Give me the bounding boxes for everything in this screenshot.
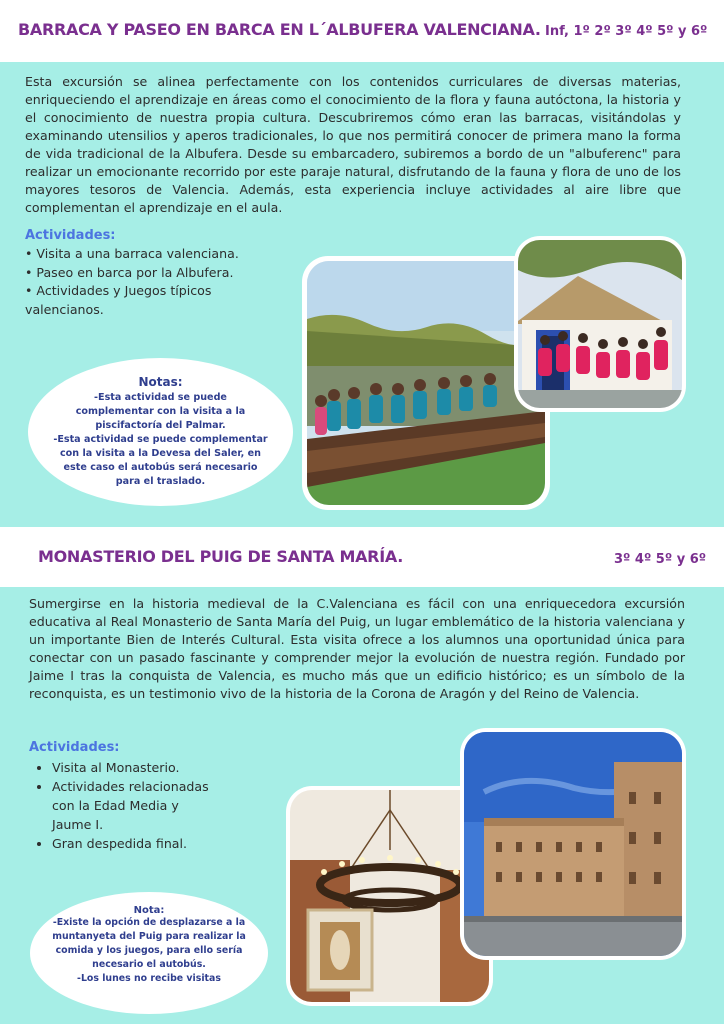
section2-activities-title: Actividades: bbox=[29, 740, 120, 755]
section1-note: -Esta actividad se puede complementar con la visita a la piscifactoría del Palmar. bbox=[75, 392, 246, 431]
section1-notes-title: Notas: bbox=[138, 375, 183, 389]
barraca-group-photo bbox=[514, 236, 686, 412]
section2-grades: 3º 4º 5º y 6º bbox=[614, 552, 707, 567]
list-item: • Actividades relacionadas con la Edad Media y Jaume I. bbox=[52, 777, 222, 834]
list-item: • Actividades y Juegos típicos valencianos. bbox=[25, 283, 212, 317]
list-item: • Visita a una barraca valenciana. bbox=[25, 246, 239, 261]
section1-activities-title: Actividades: bbox=[25, 228, 116, 243]
section2-notes-title: Nota: bbox=[133, 905, 165, 916]
section2-activities-list bbox=[30, 758, 242, 853]
section2-notes-oval bbox=[30, 892, 268, 1014]
list-item: • Gran despedida final. bbox=[52, 834, 242, 853]
barraca-image bbox=[518, 240, 682, 408]
section1-grades: Inf, 1º 2º 3º 4º 5º y 6º bbox=[545, 24, 708, 39]
section1-activities-list bbox=[25, 245, 265, 319]
list-item: • Visita al Monasterio. bbox=[52, 758, 242, 777]
section1-notes-oval bbox=[28, 358, 293, 506]
list-item: • Paseo en barca por la Albufera. bbox=[25, 264, 234, 280]
section2-title: MONASTERIO DEL PUIG DE SANTA MARÍA. bbox=[38, 547, 404, 566]
section2-description: Sumergirse en la historia medieval de la C.Valenciana es fácil con una enriquecedora excursión educativa al Real Monasterio de Santa María del Puig, un lugar emblemático de la historia valenciana y un importante Bien de Interés Cultural. Esta visita ofrece a los alumnos una oportunidad única para conectar con un pasado fascinante y comprender mejor la evolución de nuestra región. Fundado por Jaime I tras la conquista de Valencia, es mucho más que un edificio histórico; es un símbolo de la reconquista, es un testimonio vivo de la historia de la Corona de Aragón y del Reino de Valencia. bbox=[29, 596, 685, 701]
monastery-image bbox=[464, 732, 682, 956]
section1-note: -Esta actividad se puede complementar con la visita a la Devesa del Saler, en este caso el autobús será necesario para el traslado. bbox=[53, 434, 268, 487]
section1-title: BARRACA Y PASEO EN BARCA EN L´ALBUFERA VALENCIANA. bbox=[18, 20, 541, 39]
albufera-boat-photo bbox=[302, 256, 550, 510]
section1-description: Esta excursión se alinea perfectamente con los contenidos curriculares de diversas materias, enriqueciendo el aprendizaje en áreas como el conocimiento de la flora y fauna autóctona, la historia y el conocimiento de nuestra propia cultura. Descubriremos cómo eran las barracas, visitándolas y examinando utensilios y aperos tradicionales, lo que nos permitirá conocer de primera mano la forma de vida tradicional de la Albufera. Desde su embarcadero, subiremos a bordo de un "albuferenc" para realizar un emocionante recorrido por este paraje natural, disfrutando de la fauna y flora de uno de los mayores tesoros de Valencia. Además, esta experiencia incluye actividades al aire libre que complementan el aprendizaje en el aula. bbox=[25, 74, 681, 215]
section2-note: -Existe la opción de desplazarse a la muntanyeta del Puig para realizar la comida y los juegos, para ello sería necesario el autobús. bbox=[52, 917, 246, 970]
boat-image bbox=[307, 261, 545, 505]
section2-note: -Los lunes no recibe visitas bbox=[77, 973, 221, 984]
monastery-exterior-photo bbox=[460, 728, 686, 960]
